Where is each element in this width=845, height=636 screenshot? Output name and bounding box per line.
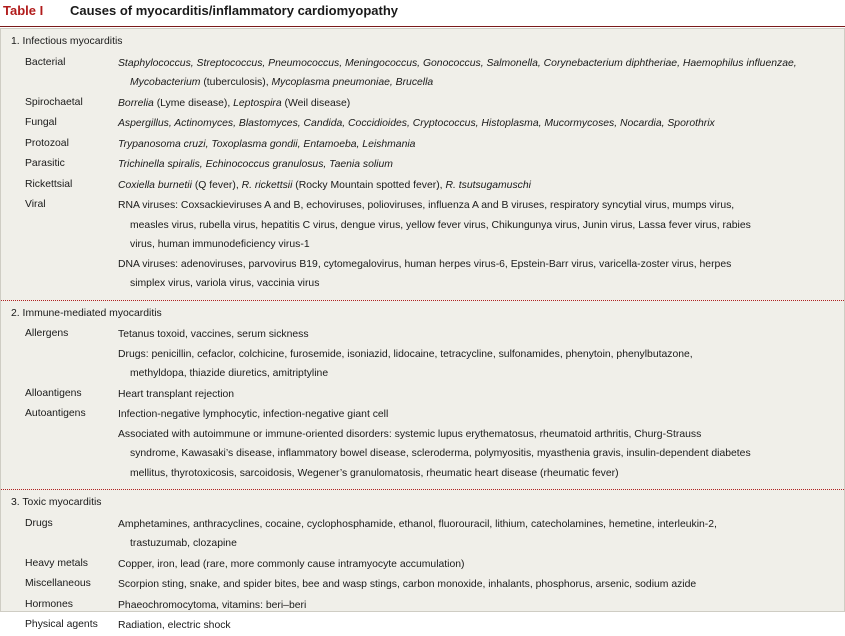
- description-line: [118, 196, 751, 216]
- description-line: [118, 325, 693, 345]
- description-text: virus, human immunodeficiency virus-1: [130, 239, 310, 250]
- description-text: (Q fever),: [191, 179, 242, 191]
- description-text: Amphetamines, anthracyclines, cocaine, cyclophosphamide, ethanol, fluorouracil, lithium, catecholamines, hemetine, interleukin-2,: [118, 518, 717, 530]
- table-title: Causes of myocarditis/inflammatory cardiomyopathy: [70, 3, 398, 18]
- description-line: [118, 94, 350, 114]
- category-label: Fungal: [25, 117, 57, 128]
- section-heading: 3. Toxic myocarditis: [11, 497, 102, 508]
- category-description: [118, 616, 231, 636]
- category-description: [118, 176, 531, 196]
- category-description: [118, 196, 751, 294]
- description-line: [118, 385, 234, 405]
- category-description: [118, 135, 415, 155]
- description-line: [118, 555, 465, 575]
- description-text: DNA viruses: adenoviruses, parvovirus B19, cytomegalovirus, human herpes virus-6, Epstein-Barr virus, varicella-zoster virus, herpes: [118, 258, 732, 270]
- description-text: Scorpion sting, snake, and spider bites, bee and wasp stings, carbon monoxide, inhalants, phosphorus, arsenic, sodium azide: [118, 579, 697, 590]
- table-label: Table I: [3, 3, 44, 18]
- description-text: Trypanosoma cruzi, Toxoplasma gondii, Entamoeba, Leishmania: [118, 138, 416, 150]
- category-description: [118, 575, 696, 595]
- description-text: Drugs: penicillin, cefaclor, colchicine, furosemide, isoniazid, lidocaine, tetracycline, sulfonamides, phenytoin, phenylbutazone,: [118, 348, 693, 360]
- description-line: [118, 274, 751, 294]
- description-text: Copper, iron, lead (rare, more commonly cause intramyocyte accumulation): [118, 558, 465, 570]
- category-label: Miscellaneous: [25, 578, 91, 589]
- description-text: trastuzumab, clozapine: [130, 538, 237, 549]
- description-line: [118, 255, 751, 275]
- description-text: (Weil disease): [281, 97, 351, 109]
- description-line: [118, 515, 717, 535]
- description-text: mellitus, thyrotoxicosis, sarcoidosis, Wegener’s granulomatosis, rheumatic heart disease (rheumatic fever): [130, 467, 619, 479]
- description-text: Associated with autoimmune or immune-oriented disorders: systemic lupus erythematosus, rheumatoid arthritis, Churg-Strauss: [118, 428, 702, 440]
- category-label: Alloantigens: [25, 387, 82, 399]
- category-label: Viral: [25, 199, 46, 210]
- description-line: [118, 425, 751, 445]
- description-line: [118, 616, 231, 636]
- description-line: [118, 596, 306, 616]
- category-label: Protozoal: [25, 137, 69, 149]
- section-separator: [1, 300, 844, 301]
- description-text: Mycobacterium: [130, 77, 201, 88]
- table-body: [0, 28, 845, 631]
- description-text: Heart transplant rejection: [118, 388, 235, 400]
- category-description: [118, 596, 306, 616]
- description-text: (tuberculosis),: [200, 77, 272, 88]
- category-label: Physical agents: [25, 619, 98, 630]
- category-description: [118, 114, 715, 134]
- description-text: (Lyme disease),: [153, 97, 234, 109]
- category-description: [118, 155, 393, 175]
- category-description: [118, 94, 350, 114]
- category-description: [118, 515, 717, 554]
- description-text: Infection-negative lymphocytic, infection-negative giant cell: [118, 409, 389, 420]
- category-label: Spirochaetal: [25, 96, 83, 108]
- description-line: [118, 575, 696, 595]
- description-text: R. tsutsugamuschi: [445, 179, 531, 191]
- description-text: simplex virus, variola virus, vaccinia virus: [130, 278, 320, 289]
- description-text: Coxiella burnetii: [118, 179, 192, 191]
- category-label: Hormones: [25, 598, 73, 610]
- description-text: Borrelia: [118, 97, 154, 109]
- category-label: Drugs: [25, 517, 53, 529]
- description-text: Staphylococcus, Streptococcus, Pneumococcus, Meningococcus, Gonococcus, Salmonella, Corynebacterium diphtheriae, Haemophilus influenzae,: [118, 57, 797, 69]
- description-text: Trichinella spiralis, Echinococcus granulosus, Taenia solium: [118, 159, 393, 170]
- description-line: [118, 364, 693, 384]
- description-text: methyldopa, thiazide diuretics, amitriptyline: [130, 368, 329, 379]
- description-line: [118, 54, 797, 74]
- category-description: [118, 555, 465, 575]
- description-line: [118, 135, 415, 155]
- category-description: [118, 325, 693, 384]
- description-text: Phaeochromocytoma, vitamins: beri–beri: [118, 599, 307, 611]
- description-line: [118, 73, 797, 93]
- category-label: Rickettsial: [25, 178, 73, 190]
- description-line: [118, 235, 751, 255]
- category-description: [118, 405, 751, 483]
- category-label: Heavy metals: [25, 557, 88, 569]
- section-separator: [1, 489, 844, 490]
- description-text: Leptospira: [233, 97, 282, 109]
- category-label: Autoantigens: [25, 408, 86, 419]
- description-text: Aspergillus, Actinomyces, Blastomyces, Candida, Coccidioides, Cryptococcus, Histoplasma, Mucormycoses, Nocardia, Sporothrix: [118, 118, 715, 129]
- description-line: [118, 155, 393, 175]
- category-description: [118, 385, 234, 405]
- category-description: [118, 54, 797, 93]
- description-line: [118, 176, 531, 196]
- description-text: RNA viruses: Coxsackieviruses A and B, echoviruses, polioviruses, influenza A and B viruses, respiratory syncytial virus, mumps virus,: [118, 200, 735, 211]
- description-line: [118, 444, 751, 464]
- category-label: Parasitic: [25, 158, 65, 169]
- description-text: Radiation, electric shock: [118, 620, 231, 631]
- description-text: (Rocky Mountain spotted fever),: [292, 179, 446, 191]
- section-heading: 1. Infectious myocarditis: [11, 36, 123, 47]
- description-line: [118, 464, 751, 484]
- category-label: Bacterial: [25, 56, 66, 68]
- description-line: [118, 405, 751, 425]
- description-line: [118, 114, 715, 134]
- table-caption-bar: [0, 0, 845, 27]
- description-text: measles virus, rubella virus, hepatitis C virus, dengue virus, yellow fever virus, Chikungunya virus, Junin virus, Lassa fever virus, rabies: [130, 219, 751, 231]
- description-text: syndrome, Kawasaki’s disease, inflammatory bowel disease, scleroderma, polymyositis, myasthenia gravis, insulin-dependent diabetes: [130, 448, 751, 459]
- description-text: R. rickettsii: [241, 179, 293, 191]
- description-line: [118, 345, 693, 365]
- description-line: [118, 534, 717, 554]
- description-text: Tetanus toxoid, vaccines, serum sickness: [118, 329, 309, 340]
- description-text: Mycoplasma pneumoniae, Brucella: [271, 77, 434, 88]
- description-line: [118, 216, 751, 236]
- category-label: Allergens: [25, 328, 69, 339]
- section-heading: 2. Immune-mediated myocarditis: [11, 307, 162, 319]
